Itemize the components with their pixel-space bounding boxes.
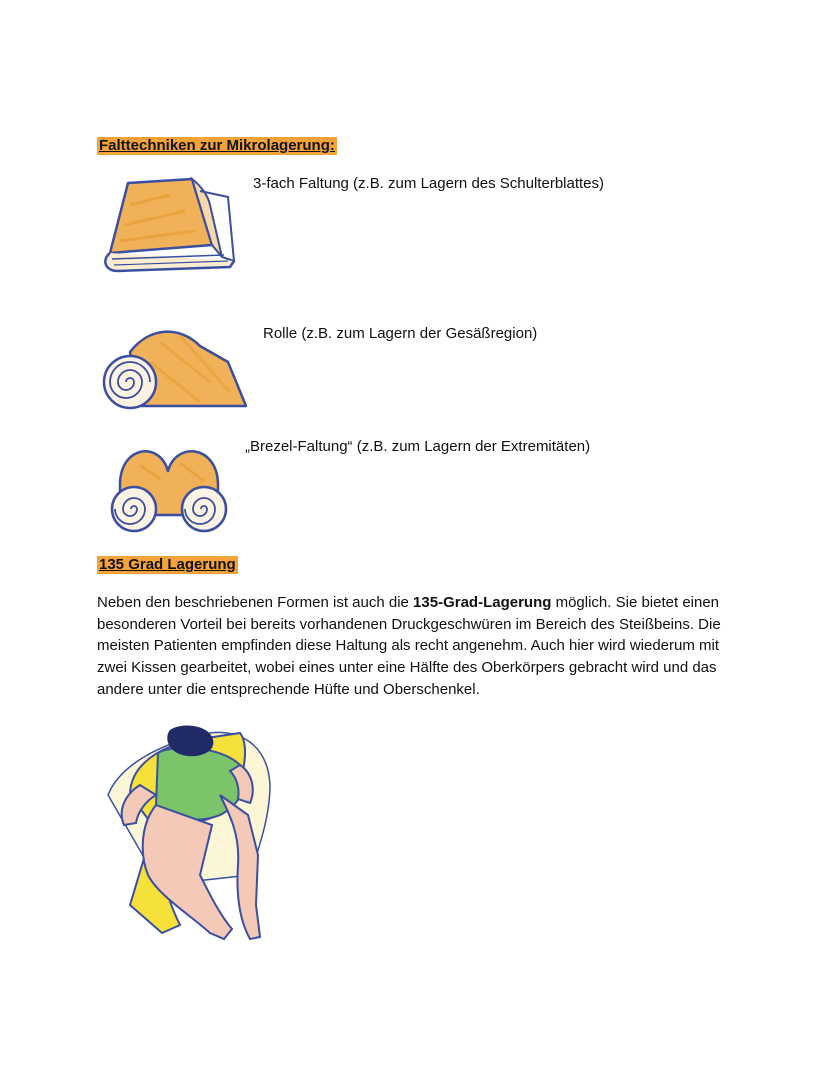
pretzel-fold-illustration (100, 435, 235, 535)
caption-pretzel-fold: „Brezel-Faltung“ (z.B. zum Lagern der Extremitäten) (245, 438, 591, 455)
caption-roll: Rolle (z.B. zum Lagern der Gesäßregion) (263, 325, 538, 342)
section-heading-falttechniken: Falttechniken zur Mikrolagerung: (99, 137, 335, 154)
patient-135-degree-positioning-illustration (100, 725, 275, 950)
bold-term-135-grad: 135-Grad-Lagerung (413, 594, 552, 611)
body-paragraph-135-grad: Neben den beschriebenen Formen ist auch die 135-Grad-Lagerung möglich. Sie bietet einen besonderen Vorteil bei bereits vorhandenen Druckgeschwüren im Bereich des Steißbeins. Die meisten Patienten empfinden diese Haltung als recht angenehm. Auch hier wird wiederum mit zwei Kissen gearbeitet, wobei eines unter eine Hälfte des Oberkörpers gebracht wird und das andere unter die entsprechende Hüfte und Oberschenkel. (97, 594, 721, 698)
triple-fold-towel-illustration (100, 175, 240, 275)
caption-triple-fold: 3-fach Faltung (z.B. zum Lagern des Schulterblattes) (253, 175, 605, 192)
towel-roll-illustration (100, 322, 250, 412)
section-heading-135-grad: 135 Grad Lagerung (99, 556, 236, 573)
